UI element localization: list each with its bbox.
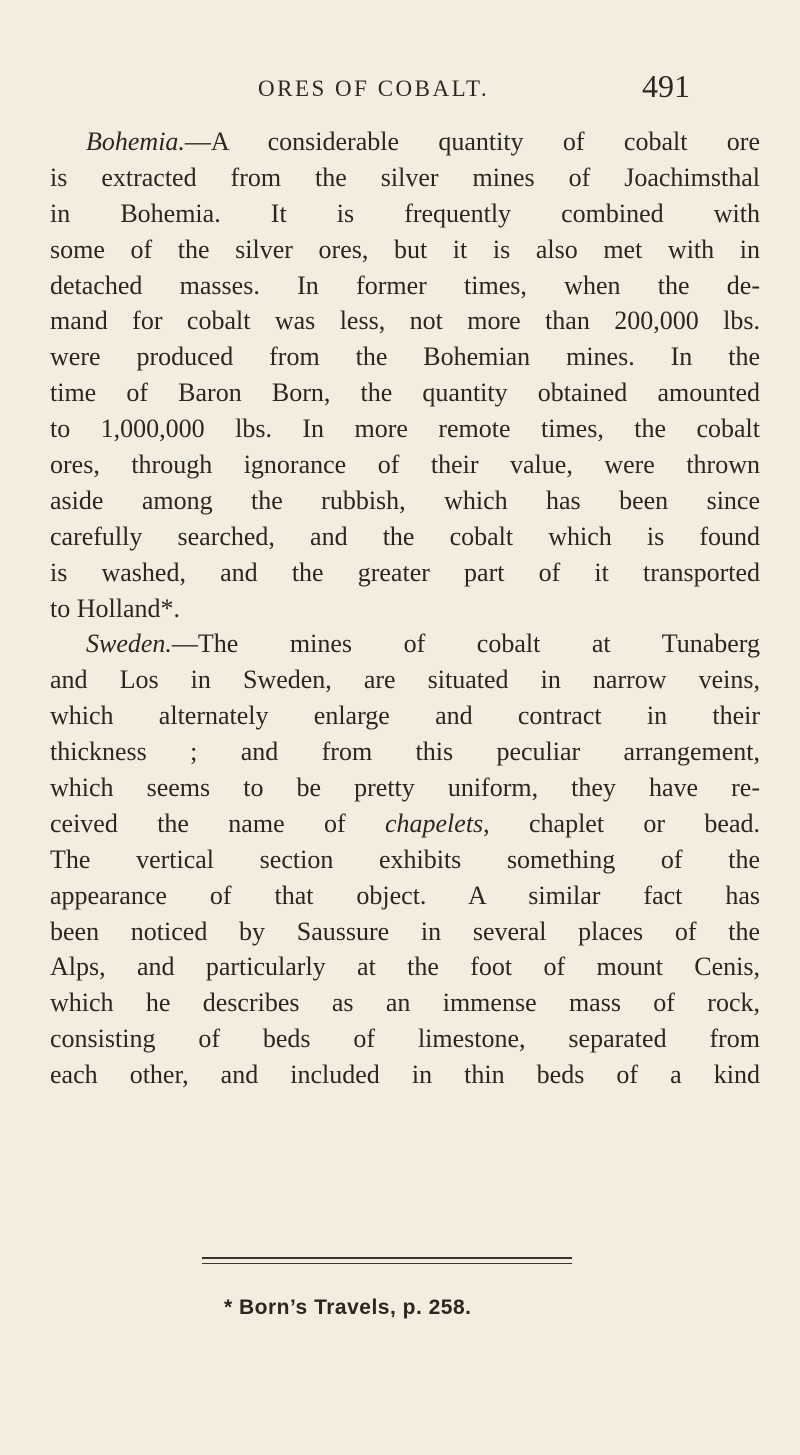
running-head — [258, 68, 698, 112]
bohemia-heading: Bohemia. — [86, 127, 185, 156]
text-line: The vertical section exhibits something of the — [50, 844, 760, 874]
body-text — [50, 124, 760, 1093]
chapelets-term: chapelets — [384, 808, 484, 838]
footnote: * Born’s Travels, p. 258. — [224, 1296, 472, 1319]
text-line: been noticed by Saussure in several places of the — [50, 916, 760, 946]
text-line: to Holland*. — [50, 593, 180, 623]
text-line: time of Baron Born, the quantity obtained amounted — [50, 378, 760, 408]
text-line: in Bohemia. It is frequently combined with — [50, 198, 760, 228]
text-line: which he describes as an immense mass of rock, — [50, 988, 760, 1018]
text-line: and Los in Sweden, are situated in narrow veins, — [50, 665, 760, 695]
text-line: to 1,000,000 lbs. In more remote times, the cobalt — [50, 414, 760, 444]
text-line: is washed, and the greater part of it transported — [50, 557, 760, 587]
text-line: were produced from the Bohemian mines. In the — [50, 342, 760, 372]
text-line: which alternately enlarge and contract in their — [50, 701, 760, 731]
text-line: ores, through ignorance of their value, were thrown — [50, 450, 760, 480]
sweden-heading: Sweden. — [86, 629, 172, 659]
text-line: ceived the name of chapelets, chaplet or bead. — [50, 808, 760, 838]
text-line: carefully searched, and the cobalt which is found — [50, 521, 760, 551]
text-line: which seems to be pretty uniform, they have re- — [50, 773, 760, 803]
text-line: mand for cobalt was less, not more than 200,000 lbs. — [50, 306, 760, 336]
running-head-title: ORES OF COBALT. — [258, 76, 490, 101]
text-line: detached masses. In former times, when the de- — [50, 270, 760, 300]
text-line: is extracted from the silver mines of Joachimsthal — [50, 162, 760, 192]
page-number: 491 — [642, 68, 690, 104]
footnote-rule — [202, 1257, 572, 1264]
text-line: Bohemia.—A considerable quantity of cobalt ore — [86, 127, 760, 156]
text-line: consisting of beds of limestone, separated from — [50, 1024, 760, 1054]
text-line: aside among the rubbish, which has been since — [50, 485, 760, 515]
text-line: Alps, and particularly at the foot of mount Cenis, — [50, 952, 760, 982]
text-line: appearance of that object. A similar fact has — [50, 880, 760, 910]
text-line: thickness ; and from this peculiar arrangement, — [50, 737, 760, 767]
text-line: each other, and included in thin beds of a kind — [50, 1060, 760, 1090]
text-line: some of the silver ores, but it is also met with in — [50, 234, 760, 264]
text-line: Sweden.—The mines of cobalt at Tunaberg — [86, 629, 760, 659]
